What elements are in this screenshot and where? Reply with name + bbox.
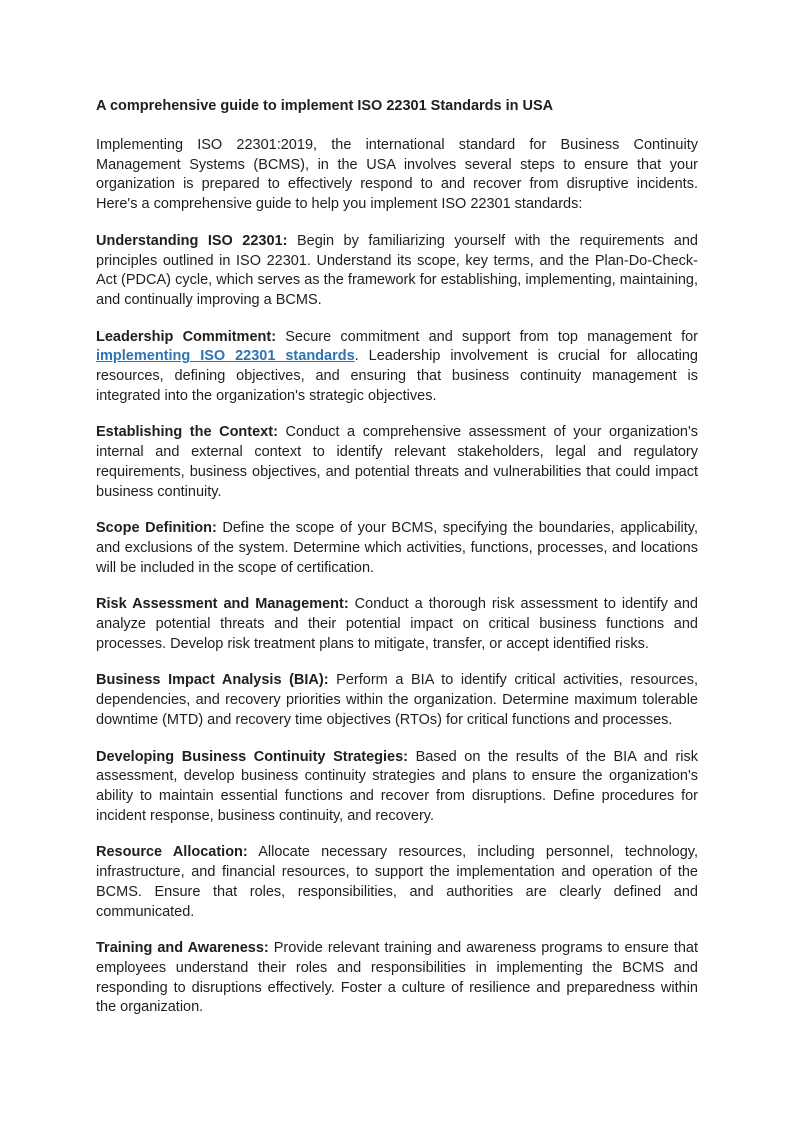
section-heading: Leadership Commitment: — [96, 328, 277, 345]
section-paragraph-understanding — [96, 232, 698, 311]
section-paragraph-scope-definition — [96, 519, 698, 578]
section-body-after-link: . Leadership involvement is crucial for allocating resources, defining objectives, and ensuring that business continuity management is integrated into the organization's strategic objectives. — [96, 348, 698, 404]
section-paragraph-continuity-strategies — [96, 748, 698, 827]
section-paragraph-risk-assessment — [96, 595, 698, 654]
section-heading: Risk Assessment and Management: — [96, 596, 349, 613]
section-heading: Developing Business Continuity Strategies: — [96, 748, 409, 765]
section-paragraph-establishing-context — [96, 423, 698, 502]
section-body: Conduct a comprehensive assessment of your organization's internal and external context to identify relevant stakeholders, legal and regulatory requirements, business objectives, and potential threats and vulnerabilities that could impact business continuity. — [96, 424, 698, 500]
section-body: Conduct a thorough risk assessment to identify and analyze potential threats and their potential impact on critical business functions and processes. Develop risk treatment plans to mitigate, transfer, or accept identified risks. — [96, 596, 698, 652]
section-heading: Scope Definition: — [96, 520, 217, 537]
section-heading: Resource Allocation: — [96, 844, 248, 861]
section-paragraph-business-impact-analysis — [96, 671, 698, 730]
section-heading: Training and Awareness: — [96, 940, 269, 957]
section-heading: Business Impact Analysis (BIA): — [96, 672, 329, 689]
section-body: Allocate necessary resources, including personnel, technology, infrastructure, and financial resources, to support the implementation and operation of the BCMS. Ensure that roles, responsibilities, and authorities are clearly defined and communicated. — [96, 844, 698, 920]
implementing-iso-22301-standards-link[interactable]: implementing ISO 22301 standards — [96, 348, 355, 365]
section-heading: Understanding ISO 22301: — [96, 232, 288, 249]
section-body-before-link: Secure commitment and support from top management for — [276, 328, 698, 345]
section-body: Perform a BIA to identify critical activities, resources, dependencies, and recovery priorities within the organization. Determine maximum tolerable downtime (MTD) and recovery time objectives (RTOs) for critical functions and processes. — [96, 672, 699, 728]
section-body: Define the scope of your BCMS, specifying the boundaries, applicability, and exclusions of the system. Determine which activities, functions, processes, and locations will be included in the scope of certification. — [96, 520, 699, 576]
section-paragraph-training-awareness — [96, 939, 698, 1018]
section-paragraph-leadership — [96, 328, 698, 407]
document-title: A comprehensive guide to implement ISO 22301 Standards in USA — [96, 98, 554, 114]
intro-paragraph: Implementing ISO 22301:2019, the international standard for Business Continuity Management Systems (BCMS), in the USA involves several steps to ensure that your organization is prepared to effectively respond to and recover from disruptive incidents. Here's a comprehensive guide to help you implement ISO 22301 standards: — [96, 137, 698, 213]
section-body: Provide relevant training and awareness programs to ensure that employees understand their roles and responsibilities in implementing the BCMS and responding to disruptions effectively. Foster a culture of resilience and preparedness within the organization. — [96, 940, 699, 1016]
section-heading: Establishing the Context: — [96, 424, 278, 441]
section-body: Begin by familiarizing yourself with the requirements and principles outlined in ISO 22301. Understand its scope, key terms, and the Plan-Do-Check-Act (PDCA) cycle, which serves as the framework for establishing, implementing, maintaining, and continually improving a BCMS. — [96, 232, 698, 308]
section-paragraph-resource-allocation — [96, 843, 698, 922]
section-body: Based on the results of the BIA and risk assessment, develop business continuity strategies and plans to ensure the organization's ability to maintain essential functions and recover from disruptions. Define procedures for incident response, business continuity, and recovery. — [96, 748, 698, 824]
